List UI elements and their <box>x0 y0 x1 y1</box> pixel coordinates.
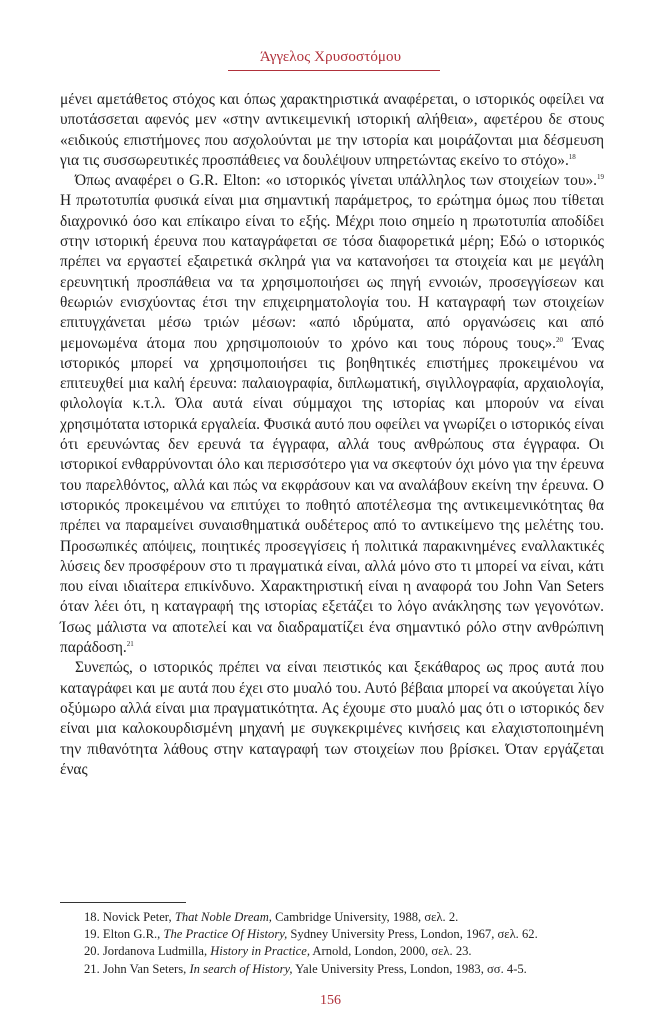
footnote-20 <box>60 943 620 960</box>
footnote-18 <box>60 909 620 926</box>
footnote-title: That Noble Dream, <box>174 910 272 924</box>
footnote-ref-19[interactable]: 19 <box>597 173 604 182</box>
footnote-publisher: Cambridge University, 1988, σελ. 2. <box>271 910 459 924</box>
footnote-number: 20. <box>84 944 100 959</box>
footnote-author: Jordanova Ludmilla, <box>102 944 211 959</box>
footnote-ref-21[interactable]: 21 <box>126 639 134 648</box>
footnote-title: In search of History, <box>189 961 293 976</box>
page-number: 156 <box>320 993 341 1008</box>
footnote-publisher: Arnold, London, 2000, σελ. 23. <box>309 944 472 959</box>
paragraph-text: μένει αμετάθετος στόχος και όπως χαρακτηριστικά αναφέρεται, ο ιστορικός οφείλει να υποτάσσεται αφενός μεν «στην αντικειμενική ιστορική αλήθεια», αφετέρου δε στους «ειδικούς επιστήμονες που ασχολούνται με την ιστορία και μοιράζονται μια δέσμευση για τις συσσωρευτικές προσπάθειες να δουλέψουν υπηρετώντας εκείνο το στόχο». <box>60 91 604 169</box>
footnote-author: Novick Peter, <box>102 910 175 924</box>
footnote-number: 19. <box>84 927 100 942</box>
footnote-title: History in Practice, <box>210 944 310 959</box>
paragraph-1 <box>60 90 604 171</box>
footnote-author: John Van Seters, <box>102 961 190 976</box>
footnote-rule <box>60 902 186 903</box>
footnote-19 <box>60 926 620 943</box>
footnote-number: 21. <box>84 961 100 976</box>
paragraph-text: Συνεπώς, ο ιστορικός πρέπει να είναι πειστικός και ξεκάθαρος ως προς αυτά που καταγράφει και με αυτά που έχει στο μυαλό του. Αυτό βέβαια μπορεί να ακούγεται λίγο οξύμωρο αλλά είναι μια πραγματικότητα. Ας έχουμε στο μυαλό μας ότι ο ιστορικός δεν είναι μια καλοκουρδισμένη μηχανή με συγκεκριμένες κινήσεις και ελαχιστοποιημένη την πιθανότητα λάθους στην καταγραφή των στοιχείων που βρίσκει. Όταν εργάζεται ένας <box>60 659 604 778</box>
paragraph-text: Όπως αναφέρει ο G.R. Elton: «ο ιστορικός γίνεται υπάλληλος των στοιχείων του». <box>75 172 597 190</box>
paragraph-3 <box>60 658 604 780</box>
running-head-rule <box>228 70 440 71</box>
running-head: Άγγελος Χρυσοστόμου <box>259 49 402 65</box>
paragraph-text: Η πρωτοτυπία φυσικά είναι μια σημαντική παράμετρος, το ερώτημα όμως που τίθεται διαχρονικό όσο και επίκαιρο είναι το εξής. Μέχρι ποιο σημείο η πρωτοτυπία αποδίδει στην ιστορική έρευνα που καταγράφεται σε τόσα διαφορετικά μέρη; Εδώ ο ιστορικός πρέπει να εργαστεί εξαιρετικά σκληρά για να κατανοήσει τα στοιχεία και με μεγάλη ερευνητική προσπάθεια να τα χρησιμοποιήσει ως πηγή εννοιών, προσεγγίσεων και θεωριών ενισχύοντας έτσι την επιχειρηματολογία του. Η καταγραφή των στοιχείων επιτυγχάνεται μέσω τριών μέσων: «από ιδρύματα, από οργανώσεις και από μεμονωμένα άτομα που χρησιμοποιούν το χρόνο και τους πόρους τους». <box>60 192 604 352</box>
footnote-21 <box>60 961 620 978</box>
footnote-ref-20[interactable]: 20 <box>556 335 564 344</box>
body-text <box>60 90 604 780</box>
footnote-number: 18. <box>84 910 100 924</box>
footnotes <box>60 909 620 978</box>
paragraph-text: Ένας ιστορικός μπορεί να χρησιμοποιήσει τις βοηθητικές επιστήμες προκειμένου να επιτευχθεί μια καλή έρευνα: παλαιογραφία, διπλωματική, σιγιλλογραφία, αρχαιολογία, φιλολογία κ.τ.λ. Όλα αυτά είναι σύμμαχοι της ιστορίας και μπορούν να είναι χρησιμότατα ιστορικά εργαλεία. Φυσικά αυτό που οφείλει να γνωρίζει ο ιστορικός είναι ότι ερευνώντας δεν ερευνά τα έγγραφα, αλλά τους ανθρώπους στα έγγραφα. Οι ιστορικοί ενθαρρύνονται όλο και περισσότερο για να σκεφτούν όχι μόνο για την έρευνα του παρελθόντος, αλλά και πώς να εκφράσουν και να αναλάβουν εκείνη την έρευνα. Ο ιστορικός προκειμένου να επιτύχει το ποθητό αποτέλεσμα της αντικειμενικότητας θα πρέπει να παραμείνει συναισθηματικά ουδέτερος από το αντικείμενο της μελέτης του. Προσωπικές απόψεις, ποιητικές προσεγγίσεις ή πολιτικά παρακινημένες εναλλακτικές λύσεις δεν προσφέρουν στο τι πραγματικά είναι, αλλά μόνο στο τι μπορεί να είναι, κάτι που είναι ιδιαίτερα επικίνδυνο. Χαρακτηριστική είναι η αναφορά του John Van Seters όταν λέει ότι, η καταγραφή της ιστορίας εξετάζει το λόγο ανάκλησης των γεγονότων. Ίσως μάλιστα να αποτελεί και να διαδραματίζει ένα σημαντικό ρόλο στην ανθρώπινη παράδοση. <box>60 334 604 657</box>
footnote-title: The Practice Of History, <box>163 927 288 942</box>
footnote-publisher: Sydney University Press, London, 1967, σελ. 62. <box>287 927 538 942</box>
paragraph-2 <box>60 171 604 658</box>
footnote-ref-18[interactable]: 18 <box>568 152 576 161</box>
footnote-author: Elton G.R., <box>102 927 164 942</box>
footnote-publisher: Yale University Press, London, 1983, σσ. 4-5. <box>292 961 527 976</box>
